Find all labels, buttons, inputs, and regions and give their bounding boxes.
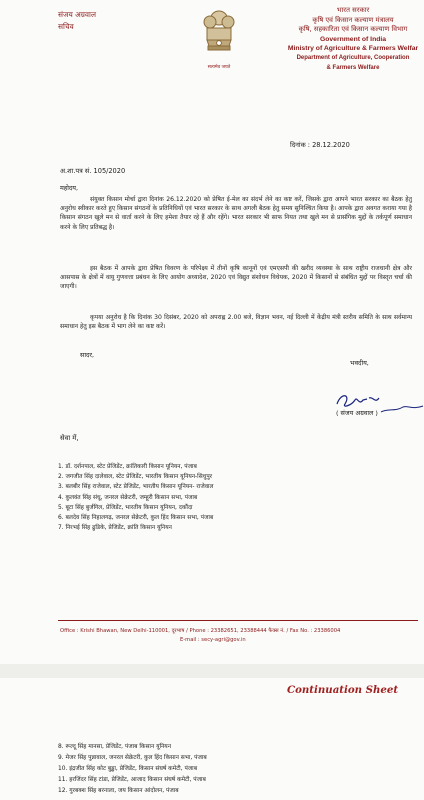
ministry-block bbox=[282, 6, 424, 73]
closing-bhavdiy: भवदीय, bbox=[350, 359, 369, 367]
ministry-line-en-2: Ministry of Agriculture & Farmers Welfar bbox=[287, 45, 419, 53]
list-item: 11. हरजिंदर सिंह टांडा, प्रेजिडेंट, आजाद किसान संघर्ष कमेटी, पंजाब bbox=[58, 777, 206, 783]
to-label: सेवा में, bbox=[60, 434, 79, 442]
emblem-caption: सत्यमेव जयते bbox=[207, 65, 231, 70]
ministry-line-1: भारत सरकार bbox=[336, 6, 370, 14]
ministry-line-2: कृषि एवं किसान कल्याण मंत्रालय bbox=[312, 15, 394, 24]
sender-title: सचिव bbox=[58, 22, 74, 31]
sender-name: संजय अग्रवाल bbox=[58, 10, 96, 19]
footer-email: E-mail : secy-agri@gov.in bbox=[180, 637, 246, 643]
letter-date: दिनांक : 28.12.2020 bbox=[290, 141, 350, 149]
paragraph-text: इस बैठक में आपके द्वारा प्रेषित विवरण के परिपेक्ष्य में तीनों कृषि कानूनों एवं एमएसपी की खरीद व्यवस्था के साथ राष्ट्रीय राजधानी क्षेत्र और आसपास के क्षेत्रों में वायु गुणवत्ता प्रबंधन के लिए आयोग अध्यादेश, 2020 एवं विद्युत संशोधन विधेयक, 2020 में किसानों से संबंधित मुद्दों पर विस्तृत चर्चा की जाएगी। bbox=[60, 265, 412, 291]
body-paragraph-1 bbox=[60, 195, 412, 232]
ministry-line-en-4: & Farmers Welfare bbox=[326, 64, 380, 71]
list-item: 6. बलदेव सिंह निहालगढ़, जनरल सेक्रेटरी, कुल हिंद किसान सभा, पंजाब bbox=[58, 515, 214, 522]
list-item: 3. बलबीर सिंह राजेवाल, स्टेट प्रेजिडेंट, भारतीय किसान यूनियन- राजेवाल bbox=[58, 484, 214, 491]
continuation-title: Continuation Sheet bbox=[287, 684, 399, 696]
list-item: 8. रूल्दू सिंह मानसा, प्रेजिडेंट, पंजाब किसान यूनियन bbox=[58, 744, 171, 750]
paragraph-text: कृपया अनुरोध है कि दिनांक 30 दिसंबर, 2020 को अपराह्न 2.00 बजे, विज्ञान भवन, नई दिल्ली में केंद्रीय मंत्री स्तरीय समिति के साथ सर्वमान्य समाधान हेतु इस बैठक में भाग लेने का कष्ट करें। bbox=[60, 314, 412, 331]
ministry-line-en-3: Department of Agriculture, Cooperation bbox=[296, 54, 410, 61]
list-item: 10. इंद्रजीत सिंह कोट बुड्ढा, प्रेजिडेंट, किसान संघर्ष कमेटी, पंजाब bbox=[58, 766, 198, 772]
list-item: 4. कुलवंत सिंह संधू, जनरल सेक्रेटरी, जम्हूरी किसान सभा, पंजाब bbox=[58, 494, 198, 501]
body-paragraph-2 bbox=[60, 264, 412, 292]
ministry-line-en-1: Government of India bbox=[319, 35, 387, 43]
salutation: महोदय, bbox=[60, 184, 79, 192]
sender-block bbox=[58, 9, 96, 33]
body-paragraph-3 bbox=[60, 313, 412, 331]
paragraph-text: संयुक्त किसान मोर्चा द्वारा दिनांक 26.12.2020 को प्रेषित ई-मेल का संदर्भ लेने का कष्ट करें, जिसके द्वारा आपने भारत सरकार का बैठक हेतु अनुरोध स्वीकार करते हुए किसान संगठनों के प्रतिनिधियों एवं भारत सरकार के साथ अगली बैठक हेतु समय सुनिश्चित किया है। आपके द्वारा अवगत कराया गया है किसान संगठन खुले मन से वार्ता करने के लिए हमेशा तैयार रहे हैं और रहेंगे। भारत सरकार भी साफ नियत तथा खुले मन से प्रासंगिक मुद्दों के तर्कपूर्ण समाधान करने के लिए प्रतिबद्ध है। bbox=[60, 196, 412, 231]
date-value: 28.12.2020 bbox=[312, 141, 350, 149]
list-item: 5. बूटा सिंह बुर्जगिल, प्रेजिडेंट, भारतीय किसान यूनियन, दकौंदा bbox=[58, 504, 193, 511]
list-item: 12. गुरबक्श सिंह बरनाला, जय किसान आंदोलन, पंजाब bbox=[58, 788, 179, 794]
reference-number: अ.शा.पत्र सं. 105/2020 bbox=[60, 167, 126, 175]
national-emblem-icon bbox=[196, 6, 242, 68]
list-item: 9. मेजर सिंह पुन्नावाल, जनरल सेक्रेटरी, कुल हिंद किसान सभा, पंजाब bbox=[58, 755, 207, 761]
footer-address: Office : Krishi Bhawan, New Delhi-110001, दूरभाष / Phone : 23382651, 23388444 फैक्स नं. / Fax No. : 23386004 bbox=[60, 628, 341, 634]
footer-divider bbox=[58, 620, 418, 621]
list-item: 1. डॉ. दर्शनपाल, स्टेट प्रेजिडेंट, क्रांतिकारी किसान यूनियन, पंजाब bbox=[58, 464, 197, 470]
closing-sadar: सादर, bbox=[80, 351, 95, 359]
list-item: 2. जगजीत सिंह दालेवाल, स्टेट प्रेजिडेंट, भारतीय किसान यूनियन-सिधुपुर bbox=[58, 474, 213, 481]
recipient-list bbox=[58, 462, 418, 533]
signatory-name: ( संजय अग्रवाल ) bbox=[336, 409, 378, 417]
ministry-line-3: कृषि, सहकारिता एवं किसान कल्याण विभाग bbox=[298, 25, 408, 34]
list-item: 7. निरभई सिंह ढुडिके, प्रेजिडेंट, क्रांति किसान यूनियन bbox=[58, 525, 172, 532]
page-break bbox=[0, 664, 424, 678]
date-label: दिनांक bbox=[290, 141, 306, 149]
continuation-recipient-list bbox=[58, 742, 418, 797]
